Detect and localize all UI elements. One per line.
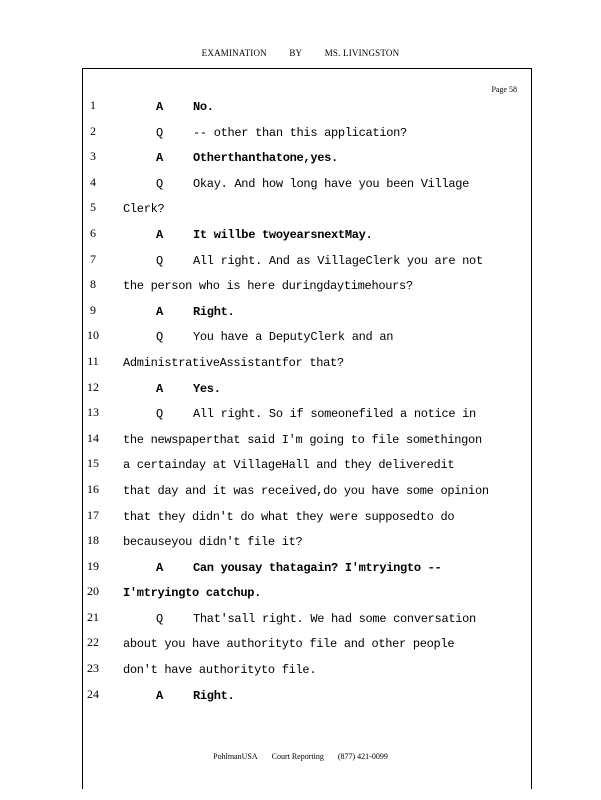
transcript-line — [0, 480, 601, 506]
line-number: 3 — [90, 149, 96, 164]
line-number: 21 — [87, 609, 99, 624]
line-text: Clerk? — [123, 202, 165, 217]
transcript-line — [0, 531, 601, 557]
line-text: Can yousay thatagain? I'mtryingto -- — [193, 560, 442, 575]
speaker-marker: Q — [156, 330, 164, 345]
transcript-line — [0, 378, 601, 404]
transcript-line — [0, 173, 601, 199]
transcript-line — [0, 557, 601, 583]
line-text: All right. So if someonefiled a notice in — [193, 407, 476, 422]
line-text: -- other than this application? — [193, 125, 407, 140]
footer-phone: (877) 421-0099 — [337, 752, 388, 761]
line-text: I'mtryingto catchup. — [123, 586, 262, 601]
header-section: EXAMINATION — [201, 48, 267, 58]
line-number: 17 — [87, 507, 99, 522]
speaker-marker: A — [156, 560, 164, 575]
line-number: 15 — [87, 456, 99, 471]
page-header — [0, 48, 601, 58]
line-number: 16 — [87, 481, 99, 496]
line-number: 18 — [87, 533, 99, 548]
speaker-marker: A — [156, 304, 164, 319]
speaker-marker: Q — [156, 125, 164, 140]
line-number: 14 — [87, 430, 99, 445]
speaker-marker: A — [156, 227, 164, 242]
transcript-line — [0, 582, 601, 608]
line-text: don't have authorityto file. — [123, 663, 317, 678]
page-footer — [0, 752, 601, 761]
header-by: BY — [289, 48, 303, 58]
transcript-line — [0, 403, 601, 429]
transcript-line — [0, 352, 601, 378]
line-text: Right. — [193, 688, 235, 703]
line-number: 11 — [87, 353, 99, 368]
line-text: a certainday at VillageHall and they deliveredit — [123, 458, 455, 473]
line-text: the person who is here duringdaytimehours? — [123, 279, 413, 294]
line-number: 22 — [87, 635, 99, 650]
line-text: Right. — [193, 304, 235, 319]
transcript-line — [0, 326, 601, 352]
line-number: 5 — [90, 200, 96, 215]
line-text: the newspaperthat said I'm going to file somethingon — [123, 432, 482, 447]
speaker-marker: Q — [156, 611, 164, 626]
transcript-line — [0, 429, 601, 455]
footer-service: Court Reporting — [271, 752, 324, 761]
line-text: that day and it was received,do you have some opinion — [123, 483, 489, 498]
page-number: Page 58 — [491, 85, 517, 94]
transcript-line — [0, 250, 601, 276]
line-text: All right. And as VillageClerk you are not — [193, 253, 483, 268]
line-number: 9 — [90, 302, 96, 317]
line-text: You have a DeputyClerk and an — [193, 330, 394, 345]
speaker-marker: A — [156, 381, 164, 396]
line-text: That'sall right. We had some conversation — [193, 611, 476, 626]
line-number: 10 — [87, 328, 99, 343]
line-number: 7 — [90, 251, 96, 266]
transcript-line — [0, 198, 601, 224]
transcript-line — [0, 122, 601, 148]
line-number: 2 — [90, 123, 96, 138]
transcript-line — [0, 275, 601, 301]
line-number: 23 — [87, 661, 99, 676]
line-number: 1 — [90, 98, 96, 112]
speaker-marker: A — [156, 151, 164, 166]
line-number: 20 — [87, 584, 99, 599]
transcript-line — [0, 608, 601, 634]
line-number: 24 — [87, 686, 99, 701]
transcript-line — [0, 506, 601, 532]
speaker-marker: Q — [156, 407, 164, 422]
line-text: about you have authorityto file and other people — [123, 637, 455, 652]
speaker-marker: A — [156, 100, 164, 114]
footer-company: PohlmanUSA — [213, 752, 258, 761]
line-number: 8 — [90, 277, 96, 292]
header-examiner: MS. LIVINGSTON — [324, 48, 400, 58]
line-number: 12 — [87, 379, 99, 394]
transcript-line — [0, 147, 601, 173]
transcript-line — [0, 633, 601, 659]
transcript-line — [0, 224, 601, 250]
line-text: that they didn't do what they were supposedto do — [123, 509, 455, 524]
line-text: becauseyou didn't file it? — [123, 535, 303, 550]
speaker-marker: Q — [156, 253, 164, 268]
line-number: 13 — [87, 405, 99, 420]
line-number: 6 — [90, 225, 96, 240]
speaker-marker: A — [156, 688, 164, 703]
transcript-line — [0, 685, 601, 711]
line-text: Okay. And how long have you been Village — [193, 176, 470, 191]
transcript-line — [0, 96, 601, 122]
line-text: Yes. — [193, 381, 221, 396]
transcript-lines — [0, 96, 601, 710]
line-number: 19 — [87, 558, 99, 573]
transcript-line — [0, 301, 601, 327]
line-text: No. — [193, 100, 214, 114]
line-text: Otherthanthatone,yes. — [193, 151, 338, 166]
line-number: 4 — [90, 174, 96, 189]
speaker-marker: Q — [156, 176, 164, 191]
line-text: AdministrativeAssistantfor that? — [123, 355, 344, 370]
transcript-line — [0, 659, 601, 685]
transcript-line — [0, 454, 601, 480]
line-text: It willbe twoyearsnextMay. — [193, 227, 373, 242]
